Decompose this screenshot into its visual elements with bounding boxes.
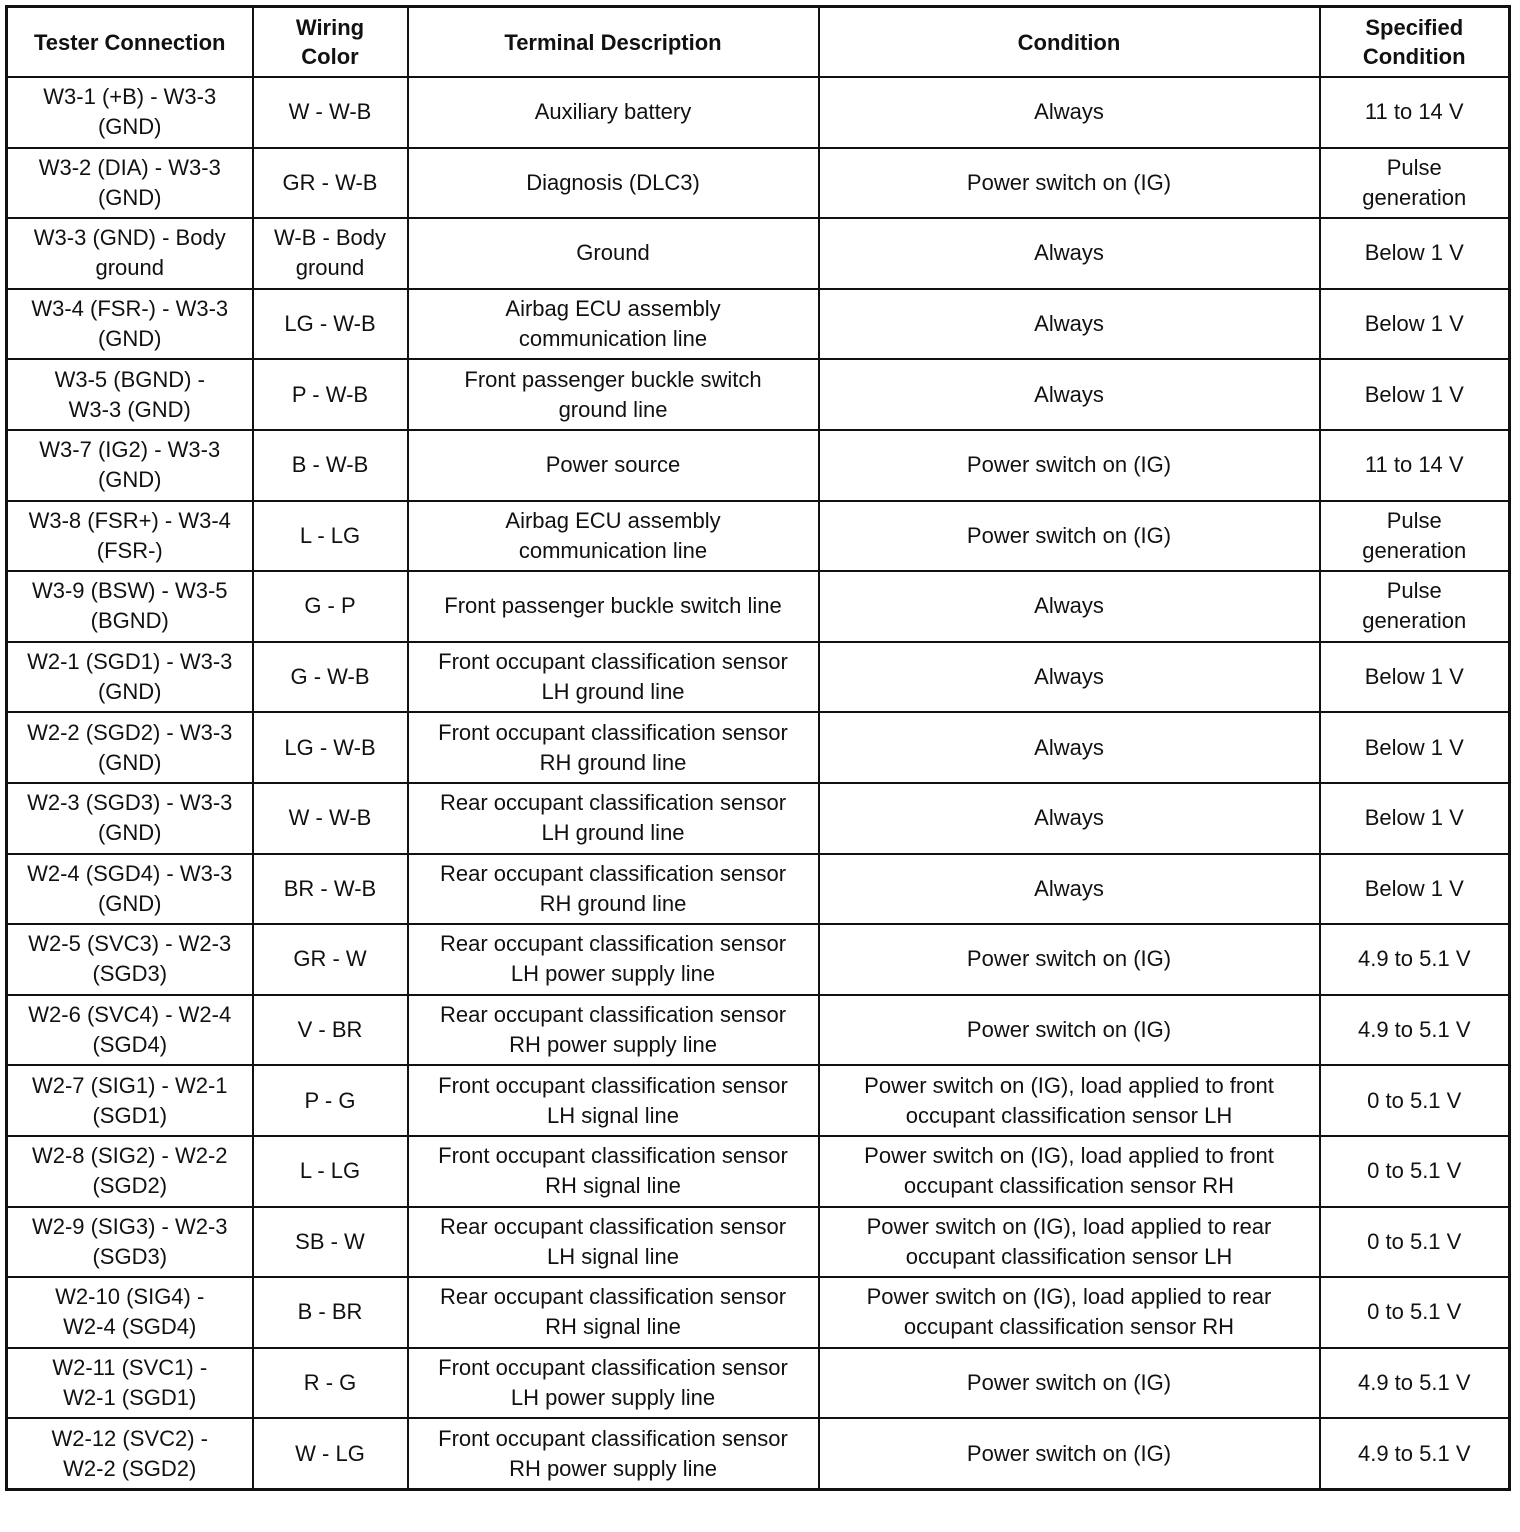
cell-line: W2-6 (SVC4) - W2-4 xyxy=(28,1002,232,1028)
specified-condition-cell xyxy=(1320,1136,1510,1207)
cell-line: Always xyxy=(1034,805,1104,831)
cell-line: P - W-B xyxy=(291,381,369,407)
cell-line: V - BR xyxy=(297,1017,363,1043)
cell-line: Below 1 V xyxy=(1364,664,1464,690)
cell-line: Below 1 V xyxy=(1364,734,1464,760)
terminal-description-cell xyxy=(408,1348,819,1419)
header-tester-connection xyxy=(7,7,253,78)
specified-condition-cell xyxy=(1320,854,1510,925)
wiring-color-cell xyxy=(253,1277,408,1348)
condition-cell xyxy=(819,1136,1320,1207)
cell-line: Always xyxy=(1034,875,1104,901)
wiring-color-cell xyxy=(253,854,408,925)
specified-condition-cell xyxy=(1320,289,1510,360)
wiring-color-cell xyxy=(253,783,408,854)
specified-condition-cell xyxy=(1320,995,1510,1066)
cell-line: (GND) xyxy=(97,184,162,210)
cell-line: (SGD3) xyxy=(92,961,168,987)
table-row xyxy=(7,924,1510,995)
wiring-color-cell xyxy=(253,995,408,1066)
cell-line: (GND) xyxy=(97,820,162,846)
tester-connection-cell xyxy=(7,783,253,854)
cell-line: W3-7 (IG2) - W3-3 xyxy=(39,437,221,463)
cell-line: Below 1 V xyxy=(1364,311,1464,337)
header-line: Condition xyxy=(1017,29,1121,55)
cell-line: 4.9 to 5.1 V xyxy=(1357,1017,1471,1043)
specified-condition-cell xyxy=(1320,359,1510,430)
table-row xyxy=(7,1065,1510,1136)
condition-cell xyxy=(819,924,1320,995)
cell-line: generation xyxy=(1362,537,1467,563)
terminal-description-cell xyxy=(408,1277,819,1348)
cell-line: (GND) xyxy=(97,890,162,916)
cell-line: Front occupant classification sensor xyxy=(438,1143,788,1169)
cell-line: (SGD1) xyxy=(92,1102,168,1128)
tester-connection-cell xyxy=(7,359,253,430)
cell-line: Always xyxy=(1034,734,1104,760)
header-line: Terminal Description xyxy=(504,29,722,55)
cell-line: generation xyxy=(1362,184,1467,210)
cell-line: R - G xyxy=(303,1369,357,1395)
terminal-description-cell xyxy=(408,501,819,572)
cell-line: Pulse xyxy=(1386,154,1442,180)
terminal-description-cell xyxy=(408,1418,819,1489)
wiring-color-cell xyxy=(253,712,408,783)
cell-line: Front passenger buckle switch xyxy=(464,366,762,392)
tester-connection-cell xyxy=(7,501,253,572)
condition-cell xyxy=(819,289,1320,360)
cell-line: Front occupant classification sensor xyxy=(438,1354,788,1380)
specified-condition-cell xyxy=(1320,642,1510,713)
specified-condition-cell xyxy=(1320,712,1510,783)
cell-line: RH signal line xyxy=(545,1173,681,1199)
cell-line: W2-7 (SIG1) - W2-1 xyxy=(31,1072,228,1098)
tester-connection-cell xyxy=(7,218,253,289)
cell-line: (GND) xyxy=(97,114,162,140)
specified-condition-cell xyxy=(1320,1207,1510,1278)
tester-connection-cell xyxy=(7,148,253,219)
terminal-description-cell xyxy=(408,148,819,219)
cell-line: 11 to 14 V xyxy=(1364,99,1464,125)
wiring-color-cell xyxy=(253,1207,408,1278)
condition-cell xyxy=(819,1065,1320,1136)
cell-line: Always xyxy=(1034,240,1104,266)
cell-line: G - W-B xyxy=(290,664,370,690)
cell-line: 0 to 5.1 V xyxy=(1367,1158,1462,1184)
condition-cell xyxy=(819,783,1320,854)
tester-connection-cell xyxy=(7,854,253,925)
cell-line: occupant classification sensor RH xyxy=(903,1314,1235,1340)
cell-line: Front occupant classification sensor xyxy=(438,649,788,675)
wiring-color-cell xyxy=(253,1136,408,1207)
condition-cell xyxy=(819,1207,1320,1278)
cell-line: Always xyxy=(1034,593,1104,619)
cell-line: Rear occupant classification sensor xyxy=(439,1213,787,1239)
wiring-color-cell xyxy=(253,430,408,501)
cell-line: (GND) xyxy=(97,326,162,352)
specified-condition-cell xyxy=(1320,783,1510,854)
specified-condition-cell xyxy=(1320,148,1510,219)
tester-connection-cell xyxy=(7,1348,253,1419)
cell-line: RH ground line xyxy=(539,749,687,775)
cell-line: 4.9 to 5.1 V xyxy=(1357,946,1471,972)
cell-line: LH ground line xyxy=(541,679,685,705)
wiring-color-cell xyxy=(253,218,408,289)
cell-line: Front occupant classification sensor xyxy=(438,1425,788,1451)
cell-line: Rear occupant classification sensor xyxy=(439,790,787,816)
table-row xyxy=(7,218,1510,289)
cell-line: LH power supply line xyxy=(510,1384,716,1410)
terminal-description-cell xyxy=(408,359,819,430)
cell-line: W2-5 (SVC3) - W2-3 xyxy=(28,931,232,957)
terminal-description-cell xyxy=(408,430,819,501)
cell-line: Power switch on (IG) xyxy=(966,1440,1172,1466)
cell-line: Power source xyxy=(545,452,681,478)
cell-line: W2-2 (SGD2) - W3-3 xyxy=(27,719,233,745)
tester-connection-cell xyxy=(7,924,253,995)
specified-condition-cell xyxy=(1320,1277,1510,1348)
table-row xyxy=(7,1418,1510,1489)
tester-connection-cell xyxy=(7,712,253,783)
table-body xyxy=(7,77,1510,1489)
cell-line: LG - W-B xyxy=(284,734,376,760)
cell-line: Rear occupant classification sensor xyxy=(439,860,787,886)
table-row xyxy=(7,148,1510,219)
condition-cell xyxy=(819,218,1320,289)
table-row xyxy=(7,1348,1510,1419)
cell-line: communication line xyxy=(518,537,708,563)
tester-connection-cell xyxy=(7,642,253,713)
cell-line: ground xyxy=(295,255,365,281)
cell-line: Always xyxy=(1034,311,1104,337)
specified-condition-cell xyxy=(1320,1418,1510,1489)
cell-line: Always xyxy=(1034,99,1104,125)
specified-condition-cell xyxy=(1320,1065,1510,1136)
specified-condition-cell xyxy=(1320,430,1510,501)
cell-line: LH signal line xyxy=(546,1243,680,1269)
cell-line: Power switch on (IG), load applied to rear xyxy=(866,1284,1272,1310)
terminal-description-cell xyxy=(408,1207,819,1278)
wiring-color-cell xyxy=(253,571,408,642)
cell-line: Auxiliary battery xyxy=(534,99,692,125)
cell-line: Airbag ECU assembly xyxy=(505,296,721,322)
cell-line: Power switch on (IG), load applied to front xyxy=(864,1072,1274,1098)
condition-cell xyxy=(819,501,1320,572)
cell-line: W2-11 (SVC1) - xyxy=(52,1354,208,1380)
specified-condition-cell xyxy=(1320,571,1510,642)
cell-line: (GND) xyxy=(97,679,162,705)
table-row xyxy=(7,430,1510,501)
cell-line: ground line xyxy=(558,396,668,422)
cell-line: Power switch on (IG) xyxy=(966,946,1172,972)
cell-line: (GND) xyxy=(97,749,162,775)
cell-line: Power switch on (IG) xyxy=(966,522,1172,548)
cell-line: Airbag ECU assembly xyxy=(505,507,721,533)
cell-line: Rear occupant classification sensor xyxy=(439,1284,787,1310)
condition-cell xyxy=(819,1277,1320,1348)
cell-line: Power switch on (IG) xyxy=(966,1369,1172,1395)
cell-line: L - LG xyxy=(299,1158,361,1184)
cell-line: RH power supply line xyxy=(509,1455,717,1481)
specified-condition-cell xyxy=(1320,77,1510,148)
cell-line: W3-5 (BGND) - xyxy=(54,366,205,392)
wiring-color-cell xyxy=(253,642,408,713)
cell-line: LG - W-B xyxy=(284,311,376,337)
cell-line: W - W-B xyxy=(288,805,372,831)
cell-line: Front occupant classification sensor xyxy=(438,719,788,745)
condition-cell xyxy=(819,854,1320,925)
terminal-description-cell xyxy=(408,77,819,148)
condition-cell xyxy=(819,1348,1320,1419)
header-wiring-color xyxy=(253,7,408,78)
tester-connection-cell xyxy=(7,1418,253,1489)
cell-line: B - BR xyxy=(297,1299,363,1325)
condition-cell xyxy=(819,1418,1320,1489)
header-condition xyxy=(819,7,1320,78)
cell-line: LH ground line xyxy=(541,820,685,846)
tester-connection-cell xyxy=(7,1277,253,1348)
specified-condition-cell xyxy=(1320,218,1510,289)
cell-line: Diagnosis (DLC3) xyxy=(526,169,700,195)
tester-connection-cell xyxy=(7,1207,253,1278)
table-row xyxy=(7,77,1510,148)
table-row xyxy=(7,1207,1510,1278)
specified-condition-cell xyxy=(1320,1348,1510,1419)
terminal-description-cell xyxy=(408,783,819,854)
cell-line: Below 1 V xyxy=(1364,875,1464,901)
terminal-check-table-container xyxy=(5,5,1508,1491)
cell-line: RH ground line xyxy=(539,890,687,916)
header-row xyxy=(7,7,1510,78)
table-row xyxy=(7,359,1510,430)
cell-line: occupant classification sensor RH xyxy=(903,1173,1235,1199)
cell-line: W2-1 (SGD1) xyxy=(63,1384,197,1410)
tester-connection-cell xyxy=(7,1065,253,1136)
wiring-color-cell xyxy=(253,1348,408,1419)
cell-line: Front occupant classification sensor xyxy=(438,1072,788,1098)
cell-line: B - W-B xyxy=(291,452,369,478)
terminal-description-cell xyxy=(408,854,819,925)
condition-cell xyxy=(819,995,1320,1066)
cell-line: (GND) xyxy=(97,467,162,493)
condition-cell xyxy=(819,148,1320,219)
cell-line: BR - W-B xyxy=(283,875,377,901)
terminal-description-cell xyxy=(408,924,819,995)
cell-line: W3-3 (GND) - Body xyxy=(33,225,226,251)
cell-line: Rear occupant classification sensor xyxy=(439,931,787,957)
cell-line: occupant classification sensor LH xyxy=(905,1243,1233,1269)
table-row xyxy=(7,1136,1510,1207)
cell-line: RH signal line xyxy=(545,1314,681,1340)
wiring-color-cell xyxy=(253,148,408,219)
header-line: Tester Connection xyxy=(33,29,226,55)
cell-line: Ground xyxy=(576,240,650,266)
cell-line: W2-12 (SVC2) - xyxy=(51,1425,208,1451)
header-specified-condition xyxy=(1320,7,1510,78)
cell-line: W2-4 (SGD4) - W3-3 xyxy=(27,860,233,886)
terminal-description-cell xyxy=(408,1136,819,1207)
wiring-color-cell xyxy=(253,1065,408,1136)
cell-line: W2-3 (SGD3) - W3-3 xyxy=(27,790,233,816)
wiring-color-cell xyxy=(253,359,408,430)
cell-line: Power switch on (IG), load applied to front xyxy=(864,1143,1274,1169)
cell-line: 11 to 14 V xyxy=(1364,452,1464,478)
cell-line: Always xyxy=(1034,381,1104,407)
terminal-description-cell xyxy=(408,218,819,289)
condition-cell xyxy=(819,571,1320,642)
cell-line: occupant classification sensor LH xyxy=(905,1102,1233,1128)
cell-line: W - LG xyxy=(295,1440,365,1466)
cell-line: W3-8 (FSR+) - W3-4 xyxy=(28,507,231,533)
cell-line: 4.9 to 5.1 V xyxy=(1357,1369,1471,1395)
cell-line: W - W-B xyxy=(288,99,372,125)
condition-cell xyxy=(819,430,1320,501)
cell-line: (SGD2) xyxy=(92,1173,168,1199)
header-line: Condition xyxy=(1362,44,1466,69)
wiring-color-cell xyxy=(253,501,408,572)
cell-line: Always xyxy=(1034,664,1104,690)
terminal-description-cell xyxy=(408,289,819,360)
cell-line: L - LG xyxy=(299,522,361,548)
condition-cell xyxy=(819,359,1320,430)
cell-line: Power switch on (IG) xyxy=(966,169,1172,195)
specified-condition-cell xyxy=(1320,501,1510,572)
cell-line: 4.9 to 5.1 V xyxy=(1357,1440,1471,1466)
terminal-description-cell xyxy=(408,571,819,642)
table-row xyxy=(7,995,1510,1066)
table-row xyxy=(7,1277,1510,1348)
wiring-color-cell xyxy=(253,77,408,148)
terminal-check-table xyxy=(5,5,1511,1491)
cell-line: W3-9 (BSW) - W3-5 xyxy=(31,578,228,604)
wiring-color-cell xyxy=(253,1418,408,1489)
cell-line: 0 to 5.1 V xyxy=(1367,1087,1462,1113)
cell-line: W2-2 (SGD2) xyxy=(63,1455,197,1481)
tester-connection-cell xyxy=(7,571,253,642)
cell-line: P - G xyxy=(304,1087,356,1113)
condition-cell xyxy=(819,712,1320,783)
table-row xyxy=(7,501,1510,572)
cell-line: Pulse xyxy=(1386,507,1442,533)
cell-line: W2-9 (SIG3) - W2-3 xyxy=(31,1213,228,1239)
tester-connection-cell xyxy=(7,1136,253,1207)
cell-line: ground xyxy=(95,255,164,281)
cell-line: Power switch on (IG) xyxy=(966,452,1172,478)
cell-line: (SGD4) xyxy=(92,1032,168,1058)
tester-connection-cell xyxy=(7,289,253,360)
cell-line: W2-1 (SGD1) - W3-3 xyxy=(27,649,233,675)
table-row xyxy=(7,289,1510,360)
condition-cell xyxy=(819,642,1320,713)
terminal-description-cell xyxy=(408,995,819,1066)
table-row xyxy=(7,783,1510,854)
cell-line: G - P xyxy=(304,593,356,619)
tester-connection-cell xyxy=(7,995,253,1066)
cell-line: communication line xyxy=(518,326,708,352)
cell-line: generation xyxy=(1362,608,1467,634)
cell-line: LH signal line xyxy=(546,1102,680,1128)
cell-line: W2-8 (SIG2) - W2-2 xyxy=(31,1143,228,1169)
table-row xyxy=(7,571,1510,642)
terminal-description-cell xyxy=(408,1065,819,1136)
cell-line: 0 to 5.1 V xyxy=(1367,1228,1462,1254)
cell-line: (FSR-) xyxy=(96,537,163,563)
header-terminal-description xyxy=(408,7,819,78)
cell-line: (SGD3) xyxy=(92,1243,168,1269)
table-row xyxy=(7,854,1510,925)
cell-line: SB - W xyxy=(295,1228,365,1254)
condition-cell xyxy=(819,77,1320,148)
cell-line: Below 1 V xyxy=(1364,381,1464,407)
terminal-description-cell xyxy=(408,712,819,783)
cell-line: Power switch on (IG), load applied to rear xyxy=(866,1213,1272,1239)
cell-line: 0 to 5.1 V xyxy=(1367,1299,1462,1325)
table-row xyxy=(7,712,1510,783)
terminal-description-cell xyxy=(408,642,819,713)
header-line: Wiring xyxy=(295,15,365,40)
wiring-color-cell xyxy=(253,924,408,995)
cell-line: W3-3 (GND) xyxy=(68,396,191,422)
cell-line: GR - W xyxy=(293,946,367,972)
cell-line: W-B - Body xyxy=(273,225,387,251)
cell-line: W2-4 (SGD4) xyxy=(63,1314,197,1340)
cell-line: W2-10 (SIG4) - xyxy=(55,1284,205,1310)
header-line: Specified xyxy=(1365,15,1464,40)
cell-line: GR - W-B xyxy=(282,169,378,195)
tester-connection-cell xyxy=(7,77,253,148)
cell-line: Below 1 V xyxy=(1364,805,1464,831)
table-row xyxy=(7,642,1510,713)
cell-line: (BGND) xyxy=(90,608,169,634)
cell-line: RH power supply line xyxy=(509,1032,717,1058)
cell-line: LH power supply line xyxy=(510,961,716,987)
cell-line: Power switch on (IG) xyxy=(966,1017,1172,1043)
cell-line: Below 1 V xyxy=(1364,240,1464,266)
header-line: Color xyxy=(301,44,359,69)
cell-line: Front passenger buckle switch line xyxy=(444,593,782,619)
cell-line: Pulse xyxy=(1386,578,1442,604)
wiring-color-cell xyxy=(253,289,408,360)
cell-line: Rear occupant classification sensor xyxy=(439,1002,787,1028)
cell-line: W3-1 (+B) - W3-3 xyxy=(43,84,217,110)
cell-line: W3-2 (DIA) - W3-3 xyxy=(38,154,221,180)
tester-connection-cell xyxy=(7,430,253,501)
cell-line: W3-4 (FSR-) - W3-3 xyxy=(31,296,229,322)
specified-condition-cell xyxy=(1320,924,1510,995)
